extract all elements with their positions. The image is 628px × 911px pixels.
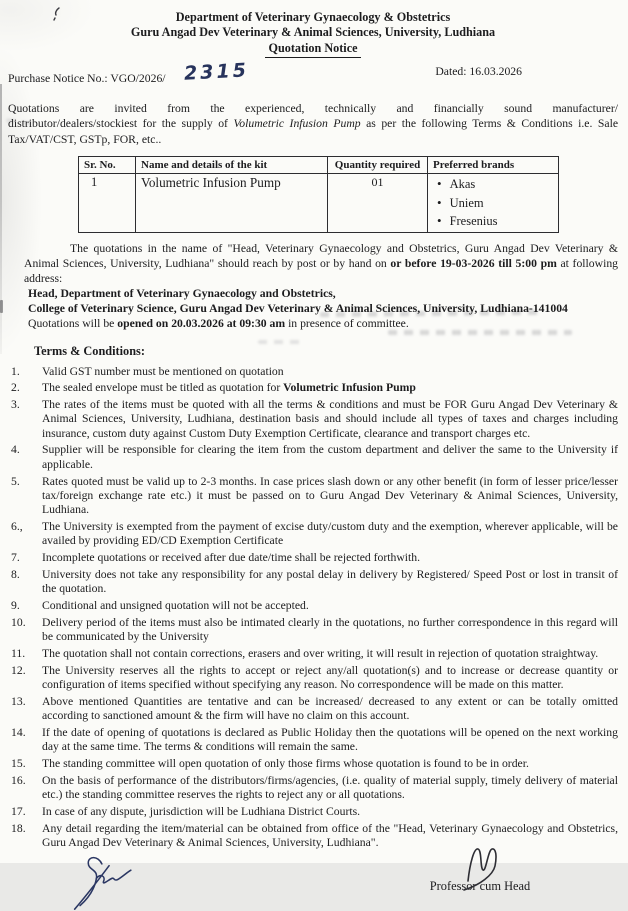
purchase-notice-row: [8, 58, 618, 89]
term-number: 9.: [11, 598, 20, 612]
term-text: Rates quoted must be valid up to 2-3 months. In case prices slash down or any other benefit (in form of lesser price/lesser tax/foreign exchange rate etc.) it must be passed on to Guru Angad Dev Veterinary & Animal Sciences, University, Ludhiana.: [42, 474, 618, 517]
term-item: [8, 774, 618, 803]
items-table: [78, 156, 559, 233]
term-text: Conditional and unsigned quotation will not be accepted.: [42, 598, 309, 612]
col-header-item-name: Name and details of the kit: [136, 157, 328, 174]
cell-sr-no: 1: [79, 174, 136, 233]
cell-preferred-brands: [428, 174, 559, 233]
term-text: Above mentioned Quantities are tentative and can be increased/ decreased to any extent or can be totally omitted according to sanctioned amount & the firm will have no claim on this account.: [42, 694, 618, 723]
address-line-1: Head, Department of Veterinary Gynaecology and Obstetrics,: [28, 286, 336, 300]
cell-item-name: Volumetric Infusion Pump: [136, 174, 328, 233]
item-name-italic: Volumetric Infusion Pump: [233, 117, 361, 130]
term-item: [8, 695, 618, 724]
head-signature-block: [398, 841, 562, 894]
brand-item: • Akas: [437, 175, 553, 194]
col-header-brands: Preferred brands: [428, 157, 559, 174]
term-number: 3.: [11, 398, 20, 412]
term-item: [8, 365, 618, 379]
head-signature-scribble: [456, 841, 516, 895]
term-number: 12.: [11, 663, 26, 677]
term-text: The rates of the items must be quoted with all the terms & conditions and must be FOR Guru Angad Dev Veterinary & Animal Sciences, University, Ludhiana, destination basis and should include all types of taxes and charges including insurance, custom duty against Custom Duty Exemption Certificate, clearance and transport charges etc.: [42, 398, 618, 440]
col-header-quantity: Quantity required: [328, 157, 428, 174]
term-text: The University reserves all the rights to accept or reject any/all quotation(s) and to increase or decrease quantity or configuration of items specified without specifying any reason. No correspondence will be made on this matter.: [42, 663, 618, 691]
term-number: 16.: [11, 773, 26, 787]
submission-text-1: The quotations in the name of "Head, Veterinary Gynaecology and Obstetrics, Guru Angad Dev Veterinary & Animal Sciences, University, Ludhiana" should reach by post or by hand on: [24, 241, 618, 270]
term-item: [8, 551, 618, 565]
term-text: On the basis of performance of the distributors/firms/agencies, (i.e. quality of material supply, timely delivery of material etc.) the standing committee reserves the rights to reject any or all quotations.: [42, 773, 618, 802]
term-text: Any detail regarding the item/material can be obtained from office of the "Head, Veterinary Gynaecology and Obstetrics, Guru Angad Dev Veterinary & Animal Sciences, University, Ludhiana".: [42, 821, 618, 849]
intro-text-1: Quotations are invited from the experienced, technically and financially sound manufacturer/ distributor/dealers/stockiest for the supply of: [8, 101, 618, 130]
terms-list: [8, 365, 618, 851]
term-item: [8, 664, 618, 693]
submission-text-2: at following address:: [24, 256, 619, 285]
submission-deadline: or before 19-03-2026 till 5:00 pm: [390, 256, 557, 270]
term-text: The University is exempted from the payment of excise duty/custom duty and the exemption, wherever applicable, will be availed by providing ED/CD Exemption Certificate: [42, 519, 618, 548]
term-item: [8, 757, 618, 771]
term-item: [8, 520, 618, 549]
submission-paragraph: [24, 241, 618, 286]
university-name: Guru Angad Dev Veterinary & Animal Sciences, University, Ludhiana: [130, 24, 496, 39]
term-text: The quotation shall not contain corrections, erasers and over writing, it will result in rejection of quotation straightway.: [42, 646, 599, 660]
brand-item: • Fresenius: [437, 212, 553, 231]
term-item: [8, 381, 618, 395]
term-text: Delivery period of the items must also be intimated clearly in the quotations, no further correspondence in this regard will be communicated by the University: [42, 615, 618, 644]
department-name: Department of Veterinary Gynaecology & Obstetrics: [175, 10, 451, 24]
opening-line: [28, 316, 618, 331]
term-number: 17.: [11, 804, 26, 818]
purchase-notice-number-handwritten: 2315: [183, 58, 249, 85]
term-number: 14.: [11, 725, 26, 739]
term-item: [8, 599, 618, 613]
term-item: [8, 616, 618, 645]
cell-quantity: 01: [328, 174, 428, 233]
letterhead: [8, 10, 618, 58]
terms-heading: Terms & Conditions:: [34, 343, 145, 358]
opening-text-1: Quotations will be: [28, 316, 118, 330]
term-number: 11.: [11, 646, 26, 660]
term-text: Incomplete quotations or received after due date/time shall be rejected forthwith.: [42, 551, 421, 565]
opening-text-2: in presence of committee.: [285, 316, 409, 330]
term-text: Valid GST number must be mentioned on quotation: [42, 364, 284, 378]
brand-item: • Uniem: [437, 194, 553, 213]
term-text: In case of any dispute, jurisdiction will be Ludhiana District Courts.: [42, 804, 361, 818]
opening-datetime: opened on 20.03.2026 at 09:30 am: [117, 316, 286, 330]
term-item: [8, 805, 618, 819]
term-item: [8, 443, 618, 472]
table-header-row: [79, 157, 559, 174]
term-item: [8, 726, 618, 755]
signature-ink-left: [64, 853, 156, 911]
term-number: 18.: [11, 821, 26, 835]
address-line-2: College of Veterinary Science, Guru Angad Dev Veterinary & Animal Sciences, University, Ludhiana-141004: [28, 301, 568, 315]
purchase-notice-label: Purchase Notice No.: VGO/2026/: [8, 71, 166, 85]
intro-paragraph: [8, 101, 618, 148]
term-number: 7.: [11, 551, 20, 565]
brands-list: [433, 175, 553, 231]
term-text: If the date of opening of quotations is declared as Public Holiday then the quotations will be opened on the next working day at the same time. The terms & conditions will remain the same.: [42, 725, 618, 754]
term-number: 15.: [11, 756, 26, 770]
term-item: [8, 647, 618, 661]
signatory-title: Professor cum Head: [429, 878, 531, 893]
table-row: [79, 174, 559, 233]
term-number: 5.: [11, 474, 20, 488]
term-text: The standing committee will open quotation of only those firms whose quotation is found to be in order.: [42, 756, 529, 770]
term-item: [8, 475, 618, 518]
term-number: 6.,: [11, 519, 23, 533]
col-header-sr-no: Sr. No.: [79, 157, 136, 174]
dated-label: Dated: 16.03.2026: [435, 64, 522, 78]
term-text: University does not take any responsibility for any postal delay in delivery by Registered/ Speed Post or lost in transit of the quotation.: [42, 567, 618, 596]
term-number: 13.: [11, 694, 26, 708]
term-number: 1.: [11, 364, 20, 378]
purchase-notice: [8, 58, 249, 87]
term-number: 8.: [11, 567, 20, 581]
term-number: 2.: [11, 381, 20, 395]
term-number: 4.: [11, 443, 20, 457]
signature-area: [8, 853, 618, 911]
intro-text-2: as per the following Terms & Conditions i.e. Sale Tax/VAT/CST, GSTp, FOR, etc..: [8, 117, 619, 146]
term-number: 10.: [11, 615, 26, 629]
term-item: [8, 568, 618, 597]
submission-block: [24, 241, 618, 331]
term-text: The sealed envelope must be titled as quotation for Volumetric Infusion Pump: [42, 381, 416, 395]
term-item: [8, 398, 618, 441]
page-title: Quotation Notice: [265, 41, 360, 58]
term-text: Supplier will be responsible for clearing the item from the custom department and deliver the same to the University if applicable.: [42, 443, 618, 471]
